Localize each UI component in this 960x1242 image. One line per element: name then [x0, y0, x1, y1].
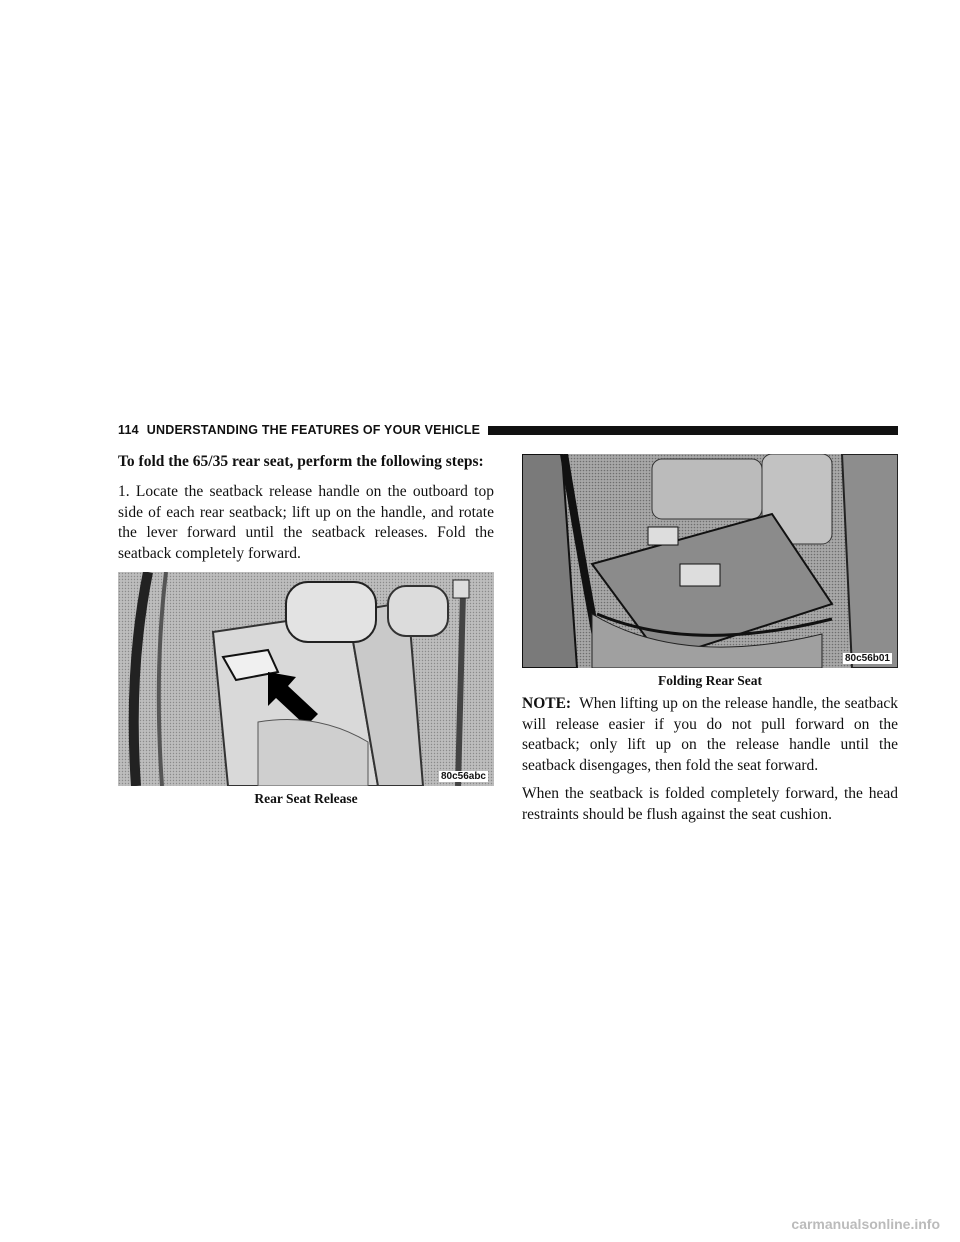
step-1-text: 1. Locate the seatback release handle on the outboard top side of each rear seatback; lift up on the handle, and rotate the lever forward until the seatback releases. Fold the seatback completely forward.	[118, 483, 494, 562]
figure-caption: Rear Seat Release	[254, 791, 358, 806]
image-code: 80c56b01	[844, 653, 890, 664]
folding-rear-seat-figure	[522, 454, 898, 690]
rear-seat-release-figure	[118, 572, 494, 808]
folded-seat-paragraph: When the seatback is folded completely forward, the head restraints should be flush against the seat cushion.	[522, 785, 898, 823]
rear-seat-release-illustration	[118, 572, 494, 786]
image-code: 80c56abc	[440, 771, 486, 782]
note-label: NOTE:	[522, 695, 572, 712]
note-text: When lifting up on the release handle, the seatback will release easier if you do not pull forward on the seatback; only lift up on the release handle until the seatback disengages, then fold the seat forward.	[522, 695, 898, 774]
page-number: 114	[118, 423, 139, 437]
procedure-heading: To fold the 65/35 rear seat, perform the following steps:	[118, 453, 484, 470]
figure-caption: Folding Rear Seat	[658, 673, 762, 688]
left-column	[118, 452, 494, 808]
header-rule	[488, 426, 898, 435]
watermark: carmanualsonline.info	[791, 1216, 940, 1232]
right-column	[522, 454, 898, 833]
page-header	[118, 420, 898, 440]
note-paragraph	[522, 694, 898, 776]
section-title: UNDERSTANDING THE FEATURES OF YOUR VEHICLE	[146, 423, 481, 437]
folding-rear-seat-illustration	[522, 454, 898, 668]
